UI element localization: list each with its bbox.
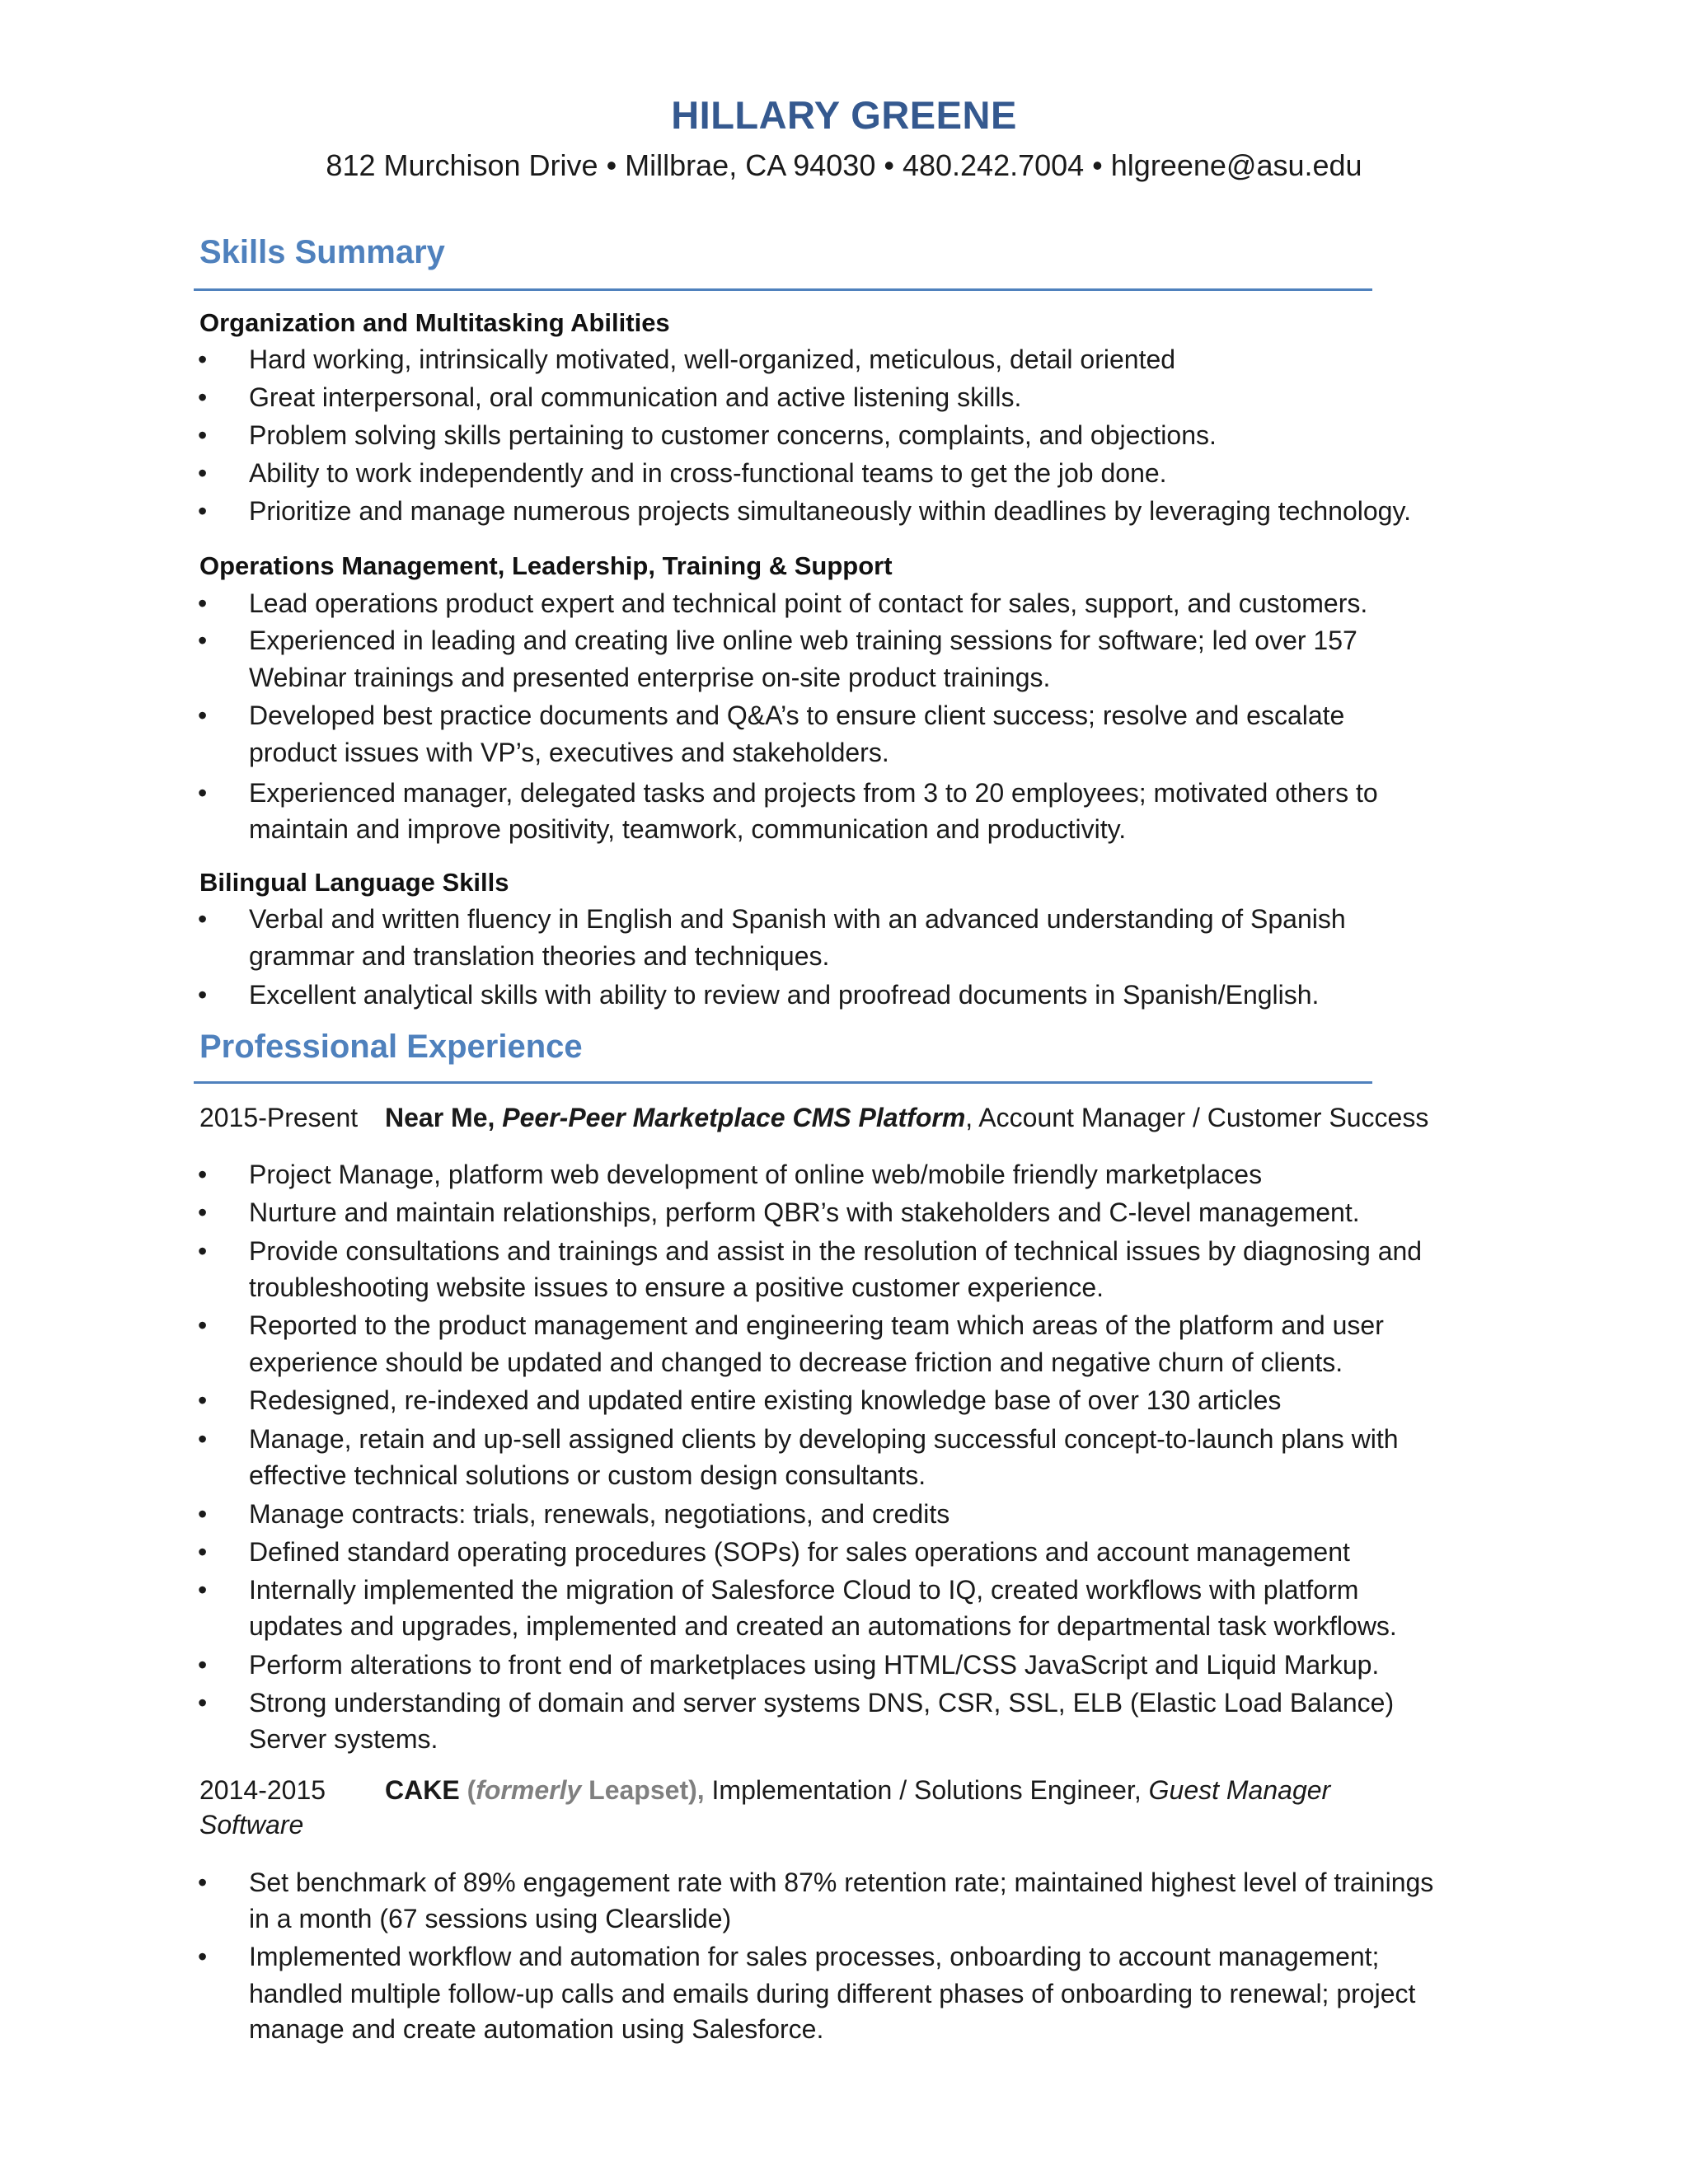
skill-group-heading: Operations Management, Leadership, Training & Support — [199, 551, 893, 580]
bullet-icon: • — [198, 778, 208, 808]
address: 812 Murchison Drive — [326, 148, 598, 182]
bullet-icon: • — [198, 904, 208, 934]
job-date: 2015-Present — [199, 1103, 359, 1132]
bullet-icon: • — [198, 1575, 208, 1605]
company-name: CAKE — [385, 1775, 460, 1805]
separator: • — [1092, 148, 1103, 182]
job-role: Account Manager / Customer Success — [978, 1103, 1429, 1132]
former-company: (formerly Leapset), — [467, 1775, 705, 1805]
job-date: 2014-2015 — [199, 1775, 326, 1805]
skill-group-heading: Bilingual Language Skills — [199, 868, 509, 897]
bullet-icon: • — [198, 980, 208, 1010]
section-rule — [194, 1081, 1372, 1084]
bullet-icon: • — [198, 1424, 208, 1454]
bullet-icon: • — [198, 1942, 208, 1971]
contact-line — [0, 148, 1688, 183]
company-name: Near Me, — [385, 1103, 495, 1132]
product-name: Guest Manager — [1148, 1775, 1331, 1805]
separator: • — [606, 148, 617, 182]
bullet-icon: • — [198, 626, 208, 655]
email: hlgreene@asu.edu — [1110, 148, 1362, 182]
bullet-icon: • — [198, 1160, 208, 1189]
bullet-icon: • — [198, 1499, 208, 1529]
company-description: Peer-Peer Marketplace CMS Platform — [502, 1103, 966, 1132]
job-header: 2015-Present Near Me, Peer-Peer Marketplace CMS Platform, Account Manager / Customer Success — [199, 1100, 1518, 1135]
resume-page: HILLARY GREENE 812 Murchison Drive • Millbrae, CA 94030 • 480.242.7004 • hlgreene@asu.edu Skills Summary Organization and Multitasking Abilities • Hard working, intrinsically motivated, well-organized, meticulous, detail oriented • Great interpersonal, oral communication and active listening skills. • Problem solving skills pertaining to customer concerns, complaints, and objections. • Ability to work independently and in cross-functional teams to get the job done. • Prioritize and manage numerous projects simultaneously within deadlines by leveraging technology. Operations Management, Leadership, Training & Support • Lead operations product expert and technical point of contact for sales, support, and customers. • Experienced in leading and creating live online web training sessions for software; led over 157 Webinar trainings and presented enterprise on-site product trainings. • Developed best practice documents and Q&A’s to ensure client success; resolve and escalate product issues with VP’s, executives and stakeholders. • Experienced manager, delegated tasks and projects from 3 to 20 employees; motivated others to maintain and improve positivity, teamwork, communication and productivity. Bilingual Language Skills • Verbal and written fluency in English and Spanish with an advanced understanding of Spanish grammar and translation theories and techniques. • Excellent analytical skills with ability to review and proofread documents in Spanish/English. Professional Experience 2015-Present Near Me, Peer-Peer Marketplace CMS Platform, Account Manager / Customer Success • Project Manage, platform web development of online web/mobile friendly marketplaces • Nurture and maintain relationships, perform QBR’s with stakeholders and C-level management. • Provide consultations and trainings and assist in the resolution of technical issues by diagnosing and troubleshooting website issues to ensure a positive customer experience. • Reported to the product management and engineering team which areas of the platform and user experience should be updated and changed to decrease friction and negative churn of clients. • Redesigned, re-indexed and updated entire existing knowledge base of over 130 articles • Manage, retain and up-sell assigned clients by developing successful concept-to-launch plans with effective technical solutions or custom design consultants. • Manage contracts: trials, renewals, negotiations, and credits • Defined standard operating procedures (SOPs) for sales operations and account management • Internally implemented the migration of Salesforce Cloud to IQ, created workflows with platform updates and upgrades, implemented and created an automations for departmental task workflows. • Perform alterations to front end of marketplaces using HTML/CSS JavaScript and Liquid Markup. • Strong understanding of domain and server systems DNS, CSR, SSL, ELB (Elastic Load Balance) Server systems. 2014-2015 CAKE (formerly Leapset), Implementation / Solutions Engineer, Guest Manager Software • Set benchmark of 89% engagement rate with 87% retention rate; maintained highest level of trainings in a month (67 sessions using Clearslide) • Implemented workflow and automation for sales processes, onboarding to account management; handled multiple follow-up calls and emails during different phases of onboarding to renewal; project manage and create automation using Salesforce. — [0, 0, 1688, 2184]
bullet-icon: • — [198, 458, 208, 488]
city: Millbrae, CA 94030 — [625, 148, 876, 182]
bullet-icon: • — [198, 1197, 208, 1227]
bullet-icon: • — [198, 1868, 208, 1897]
bullet-icon: • — [198, 588, 208, 618]
bullet-icon: • — [198, 1236, 208, 1266]
job-role: Implementation / Solutions Engineer, — [704, 1775, 1149, 1805]
experience-section-title: Professional Experience — [199, 1029, 583, 1065]
bullet-icon: • — [198, 701, 208, 730]
separator: • — [884, 148, 894, 182]
skill-group-heading: Organization and Multitasking Abilities — [199, 308, 670, 337]
bullet-icon: • — [198, 420, 208, 450]
bullet-icon: • — [198, 1310, 208, 1340]
job-header — [199, 1773, 1518, 1807]
bullet-icon: • — [198, 344, 208, 374]
skills-section-title: Skills Summary — [199, 234, 445, 270]
bullet-icon: • — [198, 496, 208, 526]
phone: 480.242.7004 — [902, 148, 1085, 182]
job-header-continued — [199, 1807, 1518, 1842]
section-rule — [194, 288, 1372, 291]
bullet-icon: • — [198, 1385, 208, 1415]
bullet-icon: • — [198, 382, 208, 412]
bullet-icon: • — [198, 1650, 208, 1680]
bullet-icon: • — [198, 1537, 208, 1567]
product-name: Software — [199, 1810, 304, 1840]
candidate-name: HILLARY GREENE — [671, 93, 1017, 137]
bullet-icon: • — [198, 1688, 208, 1718]
